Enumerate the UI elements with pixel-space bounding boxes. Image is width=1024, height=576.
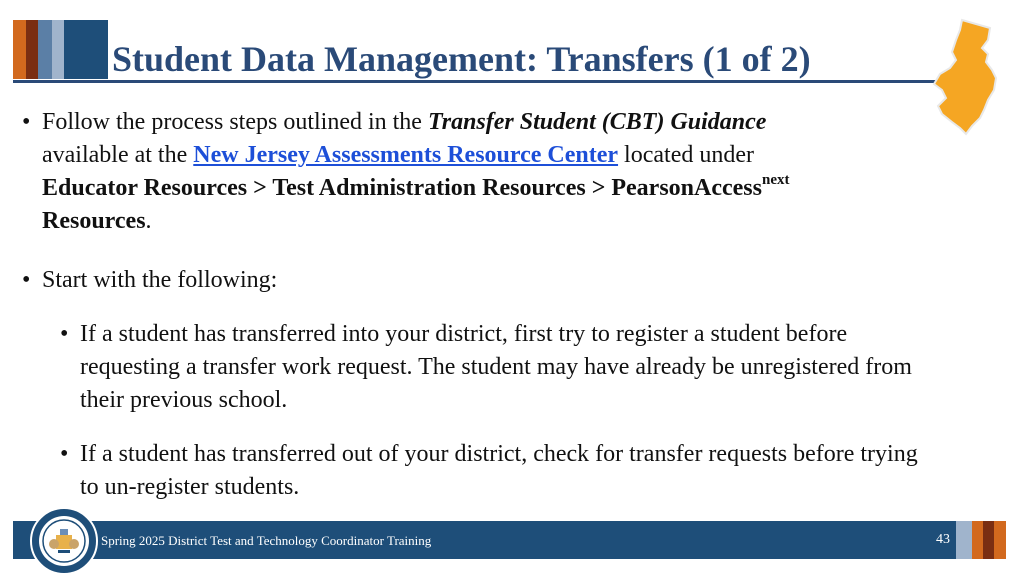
footer-text: Spring 2025 District Test and Technology Coordinator Training	[101, 533, 432, 548]
bullet-text: Start with the following:	[42, 267, 278, 293]
sub-bullet-text: If a student has transferred out of your district, check for transfer requests before trying to un-register students.	[80, 441, 918, 500]
stripe	[972, 521, 983, 559]
header-color-stripes	[13, 20, 108, 79]
bullet-text: located under	[618, 142, 754, 168]
resource-path	[42, 172, 790, 201]
bullet-text: available at the	[42, 142, 194, 168]
stripe	[26, 20, 38, 79]
resource-path-text: Educator Resources > Test Administration Resources > PearsonAccess	[42, 175, 762, 201]
title-area	[112, 38, 811, 80]
footer-color-stripes	[956, 521, 1006, 559]
resource-path-superscript: next	[762, 172, 790, 188]
bullet-marker: •	[22, 267, 31, 293]
resource-center-link[interactable]: New Jersey Assessments Resource Center	[193, 142, 619, 168]
bullet-start-with	[22, 264, 942, 297]
sub-bullet-transferred-in	[60, 318, 942, 417]
bullet-text: Follow the process steps outlined in the	[42, 109, 428, 135]
bullet-transfer-guidance	[22, 106, 942, 238]
guidance-document-title: Transfer Student (CBT) Guidance	[427, 109, 767, 135]
new-jersey-state-map-icon	[932, 18, 1000, 136]
stripe	[994, 521, 1006, 559]
stripe	[38, 20, 52, 79]
stripe	[52, 20, 64, 79]
bullet-marker: •	[60, 441, 69, 467]
bullet-marker: •	[22, 109, 31, 135]
slide-content	[22, 106, 942, 504]
sub-bullet-text: If a student has transferred into your district, first try to register a student before requesting a transfer work request. The student may have already be unregistered from their previous school.	[80, 321, 912, 413]
stripe	[983, 521, 994, 559]
nj-department-of-education-seal-icon	[30, 507, 98, 575]
title-underline	[13, 80, 955, 83]
stripe	[64, 20, 108, 79]
stripe	[13, 20, 26, 79]
page-title: Student Data Management: Transfers (1 of 2)	[112, 39, 811, 79]
footer-bar	[13, 521, 956, 559]
resource-path-end: Resources	[42, 208, 146, 234]
stripe	[956, 521, 972, 559]
bullet-marker: •	[60, 321, 69, 347]
period: .	[145, 208, 152, 234]
sub-bullet-transferred-out	[60, 438, 942, 504]
page-number: 43	[936, 532, 950, 547]
